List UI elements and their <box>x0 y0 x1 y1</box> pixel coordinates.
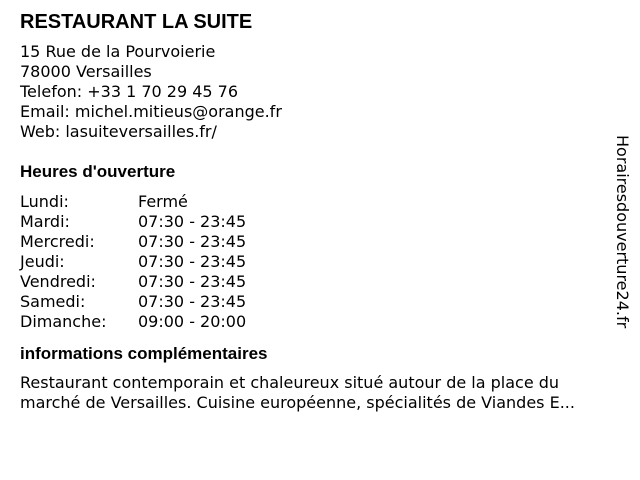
restaurant-name: RESTAURANT LA SUITE <box>20 11 253 33</box>
hours-row-thursday <box>20 252 246 272</box>
phone-number: Telefon: +33 1 70 29 45 76 <box>20 82 239 101</box>
site-watermark: Horairesdouverture24.fr <box>613 135 632 329</box>
day-hours: 07:30 - 23:45 <box>138 212 247 231</box>
day-hours: 07:30 - 23:45 <box>138 252 247 271</box>
day-hours: 07:30 - 23:45 <box>138 292 247 311</box>
day-hours: Fermé <box>138 192 188 211</box>
day-label: Mardi: <box>20 212 70 231</box>
day-label: Jeudi: <box>20 252 65 271</box>
hours-row-sunday <box>20 312 246 332</box>
hours-row-wednesday <box>20 232 246 252</box>
day-label: Samedi: <box>20 292 86 311</box>
hours-row-saturday <box>20 292 246 312</box>
hours-row-tuesday <box>20 212 246 232</box>
additional-info-heading: informations complémentaires <box>20 344 268 363</box>
info-line: Restaurant contemporain et chaleureux situé autour de la place du <box>20 373 560 392</box>
restaurant-card <box>20 10 610 413</box>
email-address: Email: michel.mitieus@orange.fr <box>20 102 282 121</box>
info-line: marché de Versailles. Cuisine européenne, spécialités de Viandes E... <box>20 393 575 412</box>
opening-hours-table <box>20 192 246 332</box>
day-label: Dimanche: <box>20 312 107 331</box>
website-link: Web: lasuiteversailles.fr/ <box>20 122 217 141</box>
hours-row-monday <box>20 192 246 212</box>
address-city: 78000 Versailles <box>20 62 152 81</box>
day-label: Mercredi: <box>20 232 95 251</box>
address-street: 15 Rue de la Pourvoierie <box>20 42 216 61</box>
day-label: Lundi: <box>20 192 69 211</box>
day-hours: 07:30 - 23:45 <box>138 272 247 291</box>
day-hours: 07:30 - 23:45 <box>138 232 247 251</box>
opening-hours-heading: Heures d'ouverture <box>20 162 176 181</box>
day-hours: 09:00 - 20:00 <box>138 312 247 331</box>
additional-info-text <box>20 373 620 413</box>
contact-block <box>20 42 610 142</box>
day-label: Vendredi: <box>20 272 96 291</box>
hours-row-friday <box>20 272 246 292</box>
